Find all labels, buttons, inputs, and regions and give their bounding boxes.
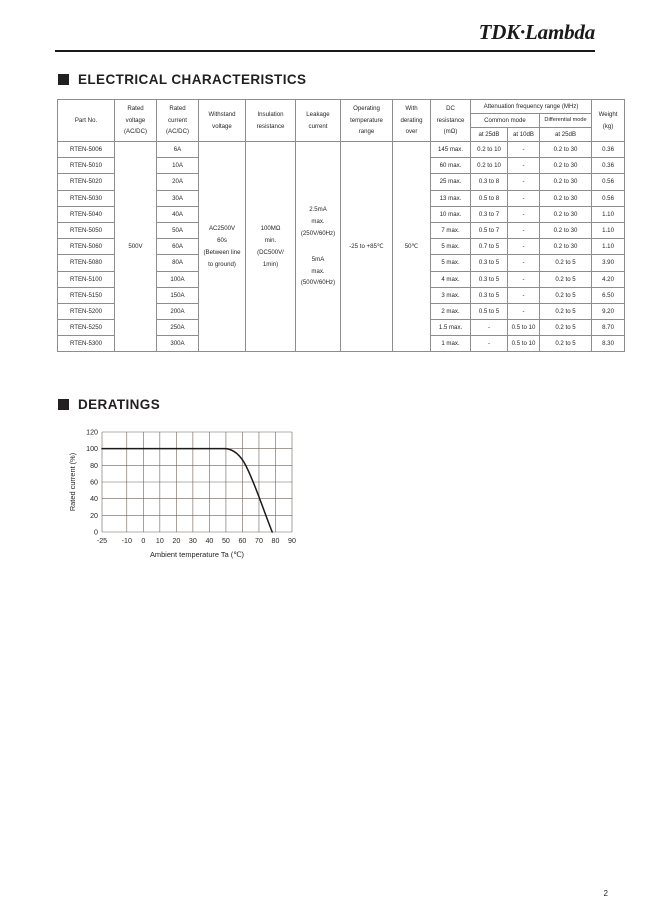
y-tick-120: 120 (86, 428, 98, 437)
y-tick-40: 40 (90, 495, 98, 504)
cell-common-10db: - (508, 271, 540, 287)
cell-dc-resistance: 4 max. (431, 271, 471, 287)
cell-differential-25db: 0.2 to 30 (540, 142, 592, 158)
cell-common-10db: - (508, 206, 540, 222)
rated-voltage-line2: voltage (125, 116, 146, 124)
leakage-line1: Leakage (306, 110, 330, 118)
dcres-line3: (mΩ) (443, 128, 458, 136)
col-header-leakage-current (296, 100, 341, 142)
cell-common-10db: - (508, 222, 540, 238)
cell-dc-resistance: 3 max. (431, 287, 471, 303)
col-header-rated-current (157, 100, 199, 142)
derating-chart (62, 424, 312, 564)
section-heading-electrical (58, 72, 306, 87)
x-tick-90: 90 (288, 537, 296, 545)
rated-current-line2: current (168, 116, 187, 124)
cell-rated-current: 200A (157, 303, 199, 319)
cell-rated-current: 80A (157, 255, 199, 271)
chart-y-tick-labels (86, 429, 98, 537)
optemp-line2: temperature (350, 116, 383, 124)
cell-common-10db: - (508, 158, 540, 174)
cell-part-no: RTEN-5030 (58, 190, 115, 206)
dcres-line1: DC (446, 104, 455, 112)
cell-differential-25db: 0.2 to 30 (540, 222, 592, 238)
withstand-value-line2: 60s (217, 236, 227, 244)
electrical-characteristics-table-wrap (57, 99, 618, 352)
derating-curve (102, 449, 272, 532)
rated-current-line1: Rated (169, 104, 186, 112)
cell-common-25db: 0.2 to 10 (471, 142, 508, 158)
page-number: 2 (603, 889, 608, 898)
chart-y-axis-title: Rated current (%) (68, 452, 77, 512)
cell-differential-25db: 0.2 to 5 (540, 303, 592, 319)
cell-weight: 1.10 (592, 222, 625, 238)
cell-weight: 3.90 (592, 255, 625, 271)
section-heading-deratings (58, 397, 160, 412)
cell-weight: 1.10 (592, 206, 625, 222)
cell-part-no: RTEN-5050 (58, 222, 115, 238)
cell-common-25db: 0.2 to 10 (471, 158, 508, 174)
cell-rated-current: 150A (157, 287, 199, 303)
cell-part-no: RTEN-5200 (58, 303, 115, 319)
cell-common-10db: - (508, 287, 540, 303)
x-tick-70: 70 (255, 537, 263, 545)
cell-part-no: RTEN-5300 (58, 336, 115, 352)
cell-differential-25db: 0.2 to 30 (540, 206, 592, 222)
cell-rated-current: 300A (157, 336, 199, 352)
withstand-value-line4: to ground) (208, 260, 236, 268)
leakage-line2: current (308, 122, 328, 130)
derating-line3: over (405, 128, 418, 136)
insulation-value-line3: (DC500V/ (257, 248, 284, 256)
insulation-value-line2: min. (264, 236, 277, 244)
cell-common-25db: 0.3 to 5 (471, 287, 508, 303)
cell-weight: 8.70 (592, 320, 625, 336)
cell-common-10db: 0.5 to 10 (508, 336, 540, 352)
cell-weight: 0.56 (592, 174, 625, 190)
derating-line2: derating (400, 116, 423, 124)
table-row (58, 142, 625, 158)
x-tick-80: 80 (271, 537, 280, 545)
x-tick-40: 40 (205, 537, 214, 545)
cell-dc-resistance: 13 max. (431, 190, 471, 206)
x-tick-minus25: -25 (96, 537, 108, 545)
cell-common-10db: - (508, 255, 540, 271)
col-header-common-at-25db: at 25dB (471, 128, 508, 142)
col-header-attenuation-group: Attenuation frequency range (MHz) (471, 100, 592, 114)
col-header-withstand-voltage (199, 100, 246, 142)
leakage-spacer (296, 240, 340, 254)
leakage-value-a-line3: (250V/60Hz) (300, 229, 336, 237)
col-header-common-at-10db: at 10dB (508, 128, 540, 142)
col-header-with-derating-over (393, 100, 431, 142)
col-header-operating-temperature (341, 100, 393, 142)
cell-differential-25db: 0.2 to 5 (540, 336, 592, 352)
section-title-deratings: DERATINGS (78, 397, 161, 412)
cell-common-25db: 0.5 to 7 (471, 222, 508, 238)
cell-common-10db: - (508, 142, 540, 158)
col-header-rated-voltage (115, 100, 157, 142)
rated-voltage-line3: (AC/DC) (123, 128, 148, 136)
cell-leakage-current-merged (296, 142, 341, 352)
cell-dc-resistance: 10 max. (431, 206, 471, 222)
x-tick-20: 20 (172, 537, 181, 545)
cell-weight: 0.36 (592, 158, 625, 174)
y-tick-0: 0 (94, 528, 98, 537)
insulation-line1: Insulation (257, 110, 284, 118)
rated-current-line3: (AC/DC) (165, 128, 190, 136)
cell-with-derating-over-merged: 50℃ (393, 142, 431, 352)
cell-dc-resistance: 1.5 max. (431, 320, 471, 336)
cell-part-no: RTEN-5080 (58, 255, 115, 271)
cell-weight: 1.10 (592, 239, 625, 255)
dcres-line2: resistance (436, 116, 465, 124)
cell-part-no: RTEN-5250 (58, 320, 115, 336)
cell-rated-current: 250A (157, 320, 199, 336)
cell-differential-25db: 0.2 to 5 (540, 287, 592, 303)
chart-gridlines (102, 432, 292, 532)
cell-dc-resistance: 7 max. (431, 222, 471, 238)
withstand-value-line1: AC2500V (208, 224, 236, 232)
cell-differential-25db: 0.2 to 30 (540, 239, 592, 255)
x-tick-0: 0 (141, 537, 146, 545)
cell-differential-25db: 0.2 to 5 (540, 320, 592, 336)
cell-weight: 9.20 (592, 303, 625, 319)
cell-weight: 0.56 (592, 190, 625, 206)
cell-dc-resistance: 60 max. (431, 158, 471, 174)
y-tick-80: 80 (90, 461, 98, 470)
cell-differential-25db: 0.2 to 30 (540, 190, 592, 206)
x-tick-minus10: -10 (121, 537, 132, 545)
cell-rated-current: 40A (157, 206, 199, 222)
cell-operating-temperature-merged: -25 to +85℃ (341, 142, 393, 352)
cell-rated-voltage-merged: 500V (115, 142, 157, 352)
optemp-line1: Operating (353, 104, 380, 112)
cell-weight: 4.20 (592, 271, 625, 287)
cell-part-no: RTEN-5150 (58, 287, 115, 303)
weight-line1: Weight (598, 110, 618, 118)
x-tick-10: 10 (155, 537, 164, 545)
weight-line2: (kg) (602, 122, 614, 130)
cell-part-no: RTEN-5010 (58, 158, 115, 174)
cell-common-25db: 0.3 to 5 (471, 255, 508, 271)
rated-voltage-line1: Rated (127, 104, 144, 112)
leakage-value-a-line1: 2.5mA (309, 206, 327, 214)
brand-logo: TDK·Lambda (478, 20, 595, 44)
cell-common-25db: 0.3 to 5 (471, 271, 508, 287)
header-rule (55, 50, 595, 52)
chart-x-axis-title: Ambient temperature Ta (℃) (149, 550, 245, 559)
table-body (58, 142, 625, 352)
withstand-value-line3: (Between line (203, 248, 241, 256)
square-bullet-icon (58, 399, 69, 410)
leakage-value-b-line2: max. (311, 267, 325, 275)
cell-common-10db: - (508, 174, 540, 190)
cell-common-10db: - (508, 303, 540, 319)
cell-withstand-voltage-merged (199, 142, 246, 352)
x-tick-50: 50 (221, 537, 230, 545)
cell-differential-25db: 0.2 to 5 (540, 271, 592, 287)
cell-common-10db: - (508, 190, 540, 206)
brand-header (55, 22, 595, 52)
y-tick-60: 60 (90, 478, 98, 487)
cell-common-25db: 0.3 to 7 (471, 206, 508, 222)
withstand-line2: voltage (212, 122, 232, 130)
cell-rated-current: 6A (157, 142, 199, 158)
cell-common-25db: 0.5 to 8 (471, 190, 508, 206)
cell-rated-current: 60A (157, 239, 199, 255)
chart-x-tick-labels (97, 537, 296, 545)
cell-common-25db: 0.7 to 5 (471, 239, 508, 255)
table-header (58, 100, 625, 142)
cell-dc-resistance: 1 max. (431, 336, 471, 352)
cell-part-no: RTEN-5060 (58, 239, 115, 255)
insulation-line2: resistance (256, 122, 285, 130)
section-title-electrical: ELECTRICAL CHARACTERISTICS (78, 72, 307, 87)
cell-rated-current: 30A (157, 190, 199, 206)
cell-differential-25db: 0.2 to 5 (540, 255, 592, 271)
cell-dc-resistance: 2 max. (431, 303, 471, 319)
cell-common-25db: 0.5 to 5 (471, 303, 508, 319)
withstand-line1: Withstand (208, 110, 236, 118)
col-header-insulation-resistance (246, 100, 296, 142)
cell-rated-current: 10A (157, 158, 199, 174)
cell-common-25db: - (471, 320, 508, 336)
cell-common-25db: - (471, 336, 508, 352)
cell-insulation-resistance-merged (246, 142, 296, 352)
cell-common-25db: 0.3 to 8 (471, 174, 508, 190)
leakage-value-b-line3: (500V/60Hz) (300, 279, 336, 287)
cell-differential-25db: 0.2 to 30 (540, 158, 592, 174)
col-header-common-mode: Common mode (471, 114, 540, 128)
optemp-line3: range (358, 128, 375, 136)
cell-differential-25db: 0.2 to 30 (540, 174, 592, 190)
cell-dc-resistance: 25 max. (431, 174, 471, 190)
y-tick-100: 100 (86, 445, 98, 454)
col-header-dc-resistance (431, 100, 471, 142)
x-tick-30: 30 (188, 537, 197, 545)
cell-rated-current: 20A (157, 174, 199, 190)
col-header-part-no: Part No. (58, 100, 115, 142)
derating-line1: With (405, 104, 418, 112)
cell-dc-resistance: 145 max. (431, 142, 471, 158)
cell-common-10db: 0.5 to 10 (508, 320, 540, 336)
cell-part-no: RTEN-5020 (58, 174, 115, 190)
cell-dc-resistance: 5 max. (431, 239, 471, 255)
cell-common-10db: - (508, 239, 540, 255)
cell-rated-current: 50A (157, 222, 199, 238)
cell-part-no: RTEN-5100 (58, 271, 115, 287)
leakage-value-b-line1: 5mA (311, 255, 325, 263)
square-bullet-icon (58, 74, 69, 85)
leakage-value-a-line2: max. (311, 217, 325, 225)
x-tick-60: 60 (238, 537, 247, 545)
col-header-differential-at-25db: at 25dB (540, 128, 592, 142)
cell-weight: 6.50 (592, 287, 625, 303)
col-header-differential-mode: Differential mode (540, 114, 592, 128)
insulation-value-line4: 1min) (262, 260, 279, 268)
col-header-weight (592, 100, 625, 142)
cell-dc-resistance: 5 max. (431, 255, 471, 271)
cell-weight: 8.30 (592, 336, 625, 352)
y-tick-20: 20 (90, 511, 98, 520)
cell-part-no: RTEN-5006 (58, 142, 115, 158)
insulation-value-line1: 100MΩ (260, 224, 281, 232)
electrical-characteristics-table (57, 99, 625, 352)
table-header-row-1 (58, 100, 625, 114)
cell-rated-current: 100A (157, 271, 199, 287)
cell-part-no: RTEN-5040 (58, 206, 115, 222)
cell-weight: 0.36 (592, 142, 625, 158)
derating-chart-svg (62, 424, 312, 564)
